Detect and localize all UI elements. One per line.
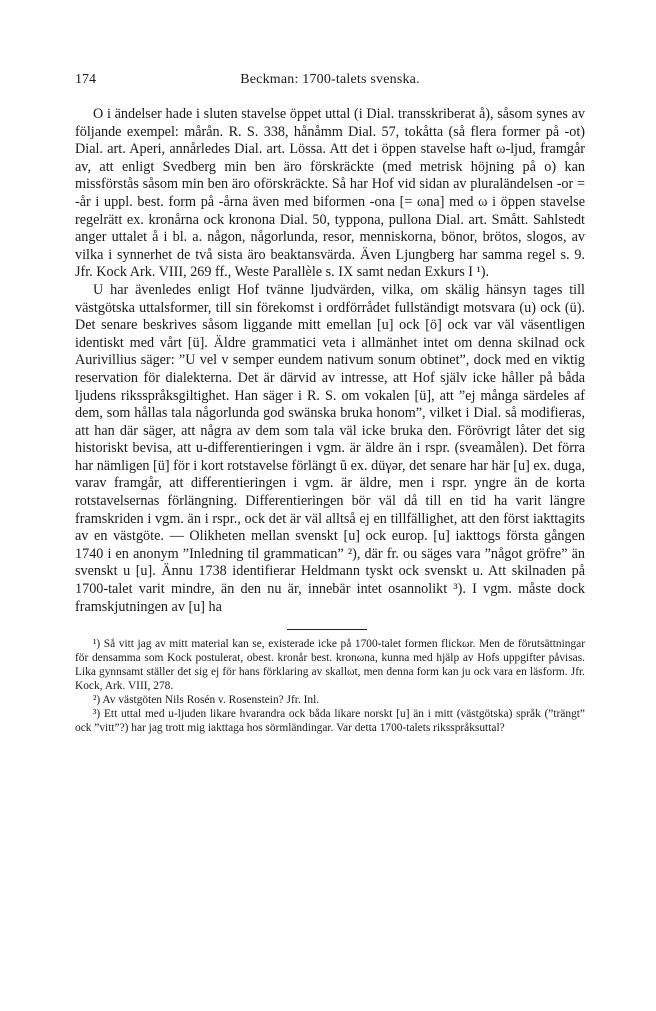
page-header xyxy=(75,72,585,94)
footnotes xyxy=(75,638,585,735)
running-title: Beckman: 1700-talets svenska. xyxy=(240,72,420,87)
paragraph-u-vowel: U har ävenledes enligt Hof tvänne ljudvärden, vilka, om skälig hänsyn tages till västgötska uttalsformer, till sin förekomst i ordförrådet fullständigt motsvara (u) ock (ü). Det senare beskrives såsom liggande mitt emellan [u] ock [ö] ock var väl väsentligen identiskt med vårt [ü]. Äldre grammatici veta i allmänhet intet om denna skilnad ock Aurivillius säger: ”U vel v semper eundem nativum sonum obtinet”, dock med en viktig reservation för dialekterna. Det är därvid av intresse, att Hof själv icke håller på båda ljudens riksspråksgiltighet. Han säger i R. S. om vokalen [ü], att ”ej många särdeles af dem, som hållas tala någorlunda god swänska bruka honom”, vilket i Dial. så modifieras, att han där säger, att några av dem som tala väl icke bruka den. Förövrigt låter det sig historiskt bevisa, att u-differentieringen i vgm. är äldre än i rspr. (sveamålen). Det förra har nämligen [ü] för i kort rotstavelse förlängt ŭ ex. düγər, det senare har här [u] ex. duga, varav framgår, att differentieringen i vgm. är äldre, men i rspr. yngre än de korta rotstavelsernas förlängning. Differentieringen bör väl då till en tid ha varit längre framskriden i vgm. än i rspr., ock det är väl alltså ej en tillfällighet, att den först iakttagits av en västgöte. — Olikheten mellan svenskt [u] ock europ. [u] iakttogs första gången 1740 i en anonym ”Inledning til grammatican” ²), där fr. ou säges vara ”något gröfre” än svenskt u [u]. Ännu 1738 identifierar Heldmann tyskt ock svenskt u. Att skilnaden på 1700-talet varit mindre, än den nu är, innebär intet osannolikt ³). I vgm. måste dock framskjutningen av [u] ha xyxy=(75,281,585,615)
body-text xyxy=(75,106,585,616)
book-page xyxy=(75,72,585,736)
footnote-1: ¹) Så vitt jag av mitt material kan se, existerade icke på 1700-talet formen flickωr. Men de förutsättningar för densamma som Kock postulerat, obest. kronår best. kronωna, kunna med hjälp av Hofs uppgifter påvisas. Lika gynnsamt ställer det sig ej för hans förklaring av skallωt, men denna form kan ju ock vara en läsform. Jfr. Kock, Ark. VIII, 278. xyxy=(75,638,585,692)
footnote-2: ²) Av västgöten Nils Rosén v. Rosenstein? Jfr. Inl. xyxy=(93,693,320,706)
footnote-divider xyxy=(287,629,367,630)
paragraph-o-vowel: O i ändelser hade i sluten stavelse öppet uttal (i Dial. transskriberat å), såsom synes av följande exempel: mårån. R. S. 338, hånåmm Dial. 57, tokåtta (så flera former på -ot) Dial. art. Aperi, annårledes Dial. art. Lössa. Att det i öppen stavelse haft ω-ljud, framgår av, att enligt Svedberg min ben äro förskräckte (med metrisk höjning på o) kan missförstås såsom min ben äro oförskräckte. Så har Hof vid sidan av pluraländelsen -or = -år i uppl. best. form på -årna även med biformen -ona [= ωna] med ω i öppen stavelse regelrätt ex. kronårna ock kronona Dial. 50, typpona, pullona Dial. art. Smått. Sahlstedt anger uttalet å i bl. a. någon, någorlunda, resor, menniskorna, bönor, brötos, slogos, av vilka i synnerhet de två sista äro beaktansvärda. Även Ljungberg har samma regel s. 9. Jfr. Kock Ark. VIII, 269 ff., Weste Parallèle s. IX samt nedan Exkurs I ¹). xyxy=(75,106,585,281)
footnote-3: ³) Ett uttal med u-ljuden likare hvarandra ock båda likare norskt [u] än i mitt (västgötska) språk (”trängt” ock ”vitt”?) har jag trott mig iakttaga hos sörmländingar. Var detta 1700-talets riksspråksuttal? xyxy=(75,707,585,734)
page-number: 174 xyxy=(75,72,96,87)
